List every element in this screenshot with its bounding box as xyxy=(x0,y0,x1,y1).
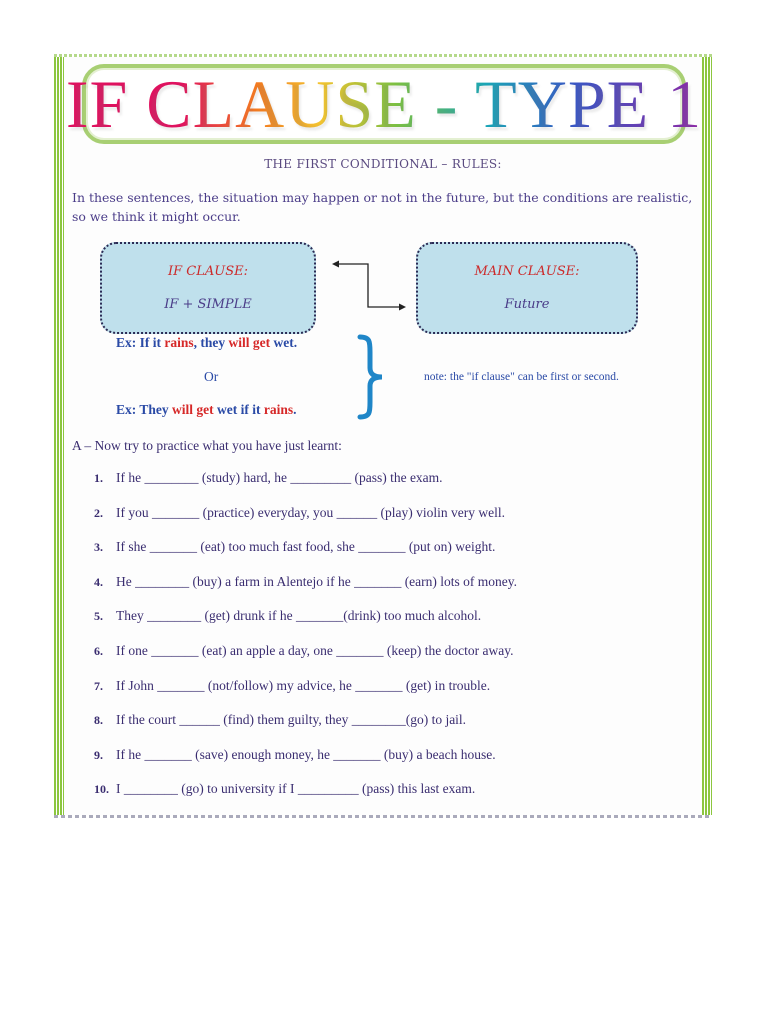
subtitle: THE FIRST CONDITIONAL – RULES: xyxy=(264,157,502,171)
exercise-number: 10. xyxy=(94,782,109,797)
page-title: IF CLAUSE - TYPE 1 xyxy=(65,66,703,142)
if-clause-box xyxy=(100,242,316,334)
exercise-number: 7. xyxy=(94,678,103,693)
exercise-text: He ________ (buy) a farm in Alentejo if he _______ (earn) lots of money. xyxy=(116,573,518,589)
if-clause-heading: IF CLAUSE: xyxy=(168,264,248,279)
exercise-number: 4. xyxy=(94,574,103,589)
exercise-text: If he ________ (study) hard, he _________ (pass) the exam. xyxy=(116,470,443,485)
top-border-decoration xyxy=(54,54,712,57)
exercise-item xyxy=(94,678,517,713)
curly-brace-icon xyxy=(356,334,386,420)
main-clause-formula: Future xyxy=(504,297,550,312)
example2-prefix: Ex: They xyxy=(116,402,173,417)
example1-mid: , they xyxy=(193,335,229,350)
example2-verb-rains: rains xyxy=(263,402,294,417)
exercise-item xyxy=(94,505,517,540)
main-clause-box xyxy=(416,242,638,334)
exercise-text: If he _______ (save) enough money, he _______ (buy) a beach house. xyxy=(116,746,496,762)
if-clause-formula: IF + SIMPLE xyxy=(164,297,252,312)
exercise-text: If one _______ (eat) an apple a day, one _______ (keep) the doctor away. xyxy=(116,642,514,658)
exercise-list xyxy=(94,470,517,816)
exercise-item xyxy=(94,539,517,574)
example2-verb-will-get: will get xyxy=(172,402,214,417)
example2-mid: wet if it xyxy=(213,402,264,417)
example-sentence-1 xyxy=(116,335,297,351)
exercise-text: I ________ (go) to university if I _________ (pass) this last exam. xyxy=(116,781,476,797)
exercise-text: If John _______ (not/follow) my advice, he _______ (get) in trouble. xyxy=(116,677,491,693)
exercise-number: 2. xyxy=(94,505,103,520)
exercise-text: They ________ (get) drunk if he _______(drink) too much alcohol. xyxy=(116,608,482,624)
exercise-number: 9. xyxy=(94,747,103,762)
exercise-number: 8. xyxy=(94,713,103,728)
example1-suffix: wet. xyxy=(270,335,298,350)
exercise-text: If you _______ (practice) everyday, you ______ (play) violin very well. xyxy=(116,504,506,520)
connector-arrow-icon xyxy=(328,256,412,316)
exercise-item xyxy=(94,470,517,505)
note-text: note: the "if clause" can be first or second. xyxy=(424,371,619,383)
example2-suffix: . xyxy=(293,402,297,417)
title-banner xyxy=(65,64,703,144)
exercise-number: 3. xyxy=(94,540,103,555)
exercise-item xyxy=(94,781,517,816)
exercise-item xyxy=(94,574,517,609)
exercise-item xyxy=(94,643,517,678)
exercise-number: 6. xyxy=(94,643,103,658)
exercise-item xyxy=(94,712,517,747)
exercise-number: 5. xyxy=(94,609,103,624)
exercise-item xyxy=(94,747,517,782)
exercise-text: If the court ______ (find) them guilty, they ________(go) to jail. xyxy=(116,712,467,728)
exercise-item xyxy=(94,608,517,643)
example1-prefix: Ex: If it xyxy=(116,335,165,350)
exercise-number: 1. xyxy=(94,471,103,485)
exercise-heading: A – Now try to practice what you have just learnt: xyxy=(72,438,342,453)
main-clause-heading: MAIN CLAUSE: xyxy=(474,264,580,279)
exercise-text: If she _______ (eat) too much fast food, she _______ (put on) weight. xyxy=(116,539,496,555)
or-separator: Or xyxy=(204,369,219,384)
example-sentence-2 xyxy=(116,402,297,418)
intro-paragraph: In these sentences, the situation may happen or not in the future, but the conditions are realistic, so we think it might occur. xyxy=(72,190,693,224)
example1-verb-will-get: will get xyxy=(228,335,271,350)
example1-verb-rains: rains xyxy=(164,335,194,350)
